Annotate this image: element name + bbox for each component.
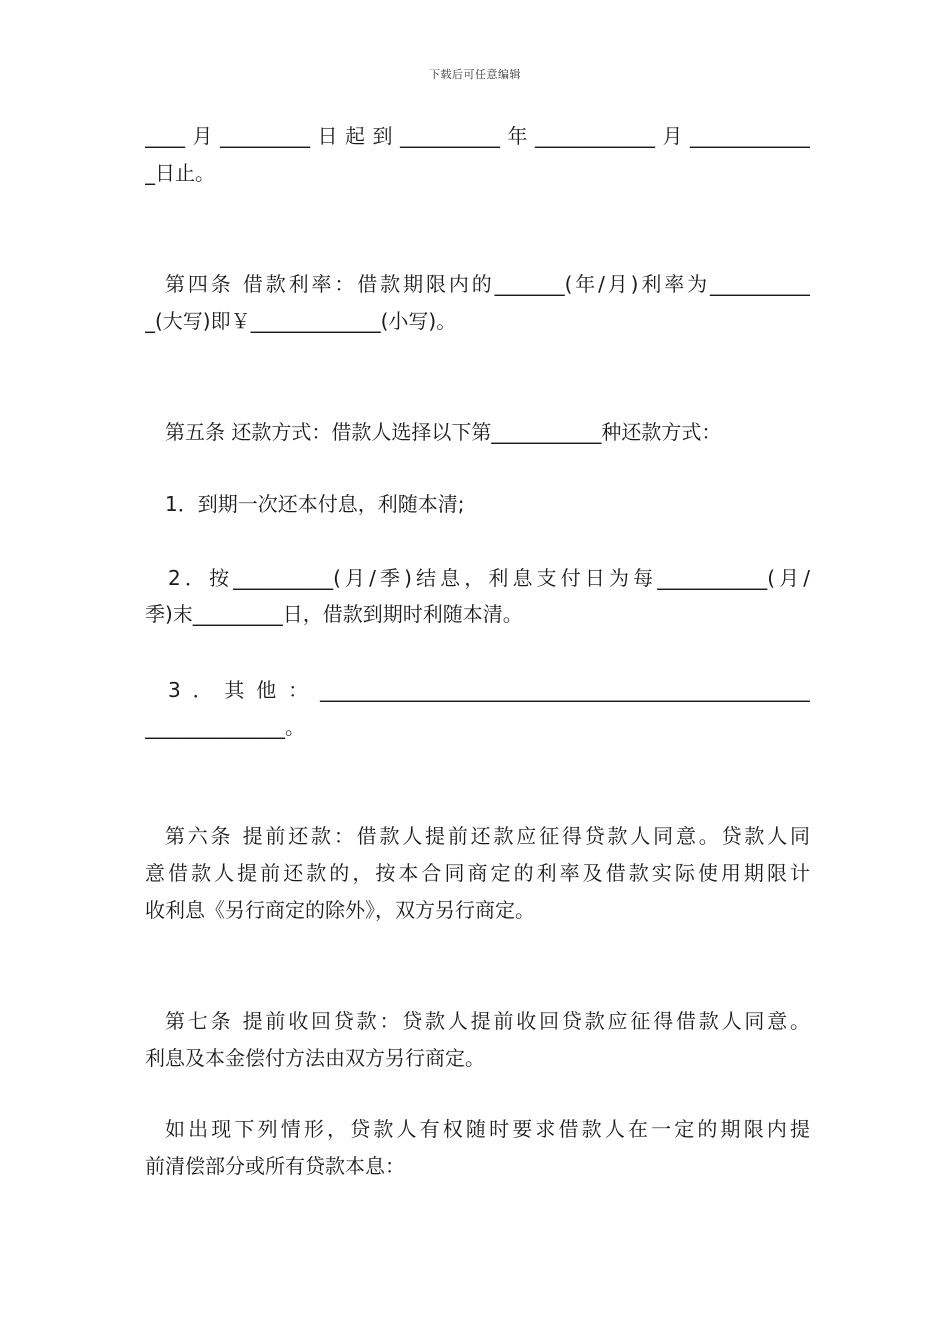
article-6-line-3: 收利息《另行商定的除外》，双方另行商定。	[145, 898, 535, 922]
article-4-line-1: 第四条 借款利率：借款期限内的_______(年/月)利率为__________	[165, 272, 810, 296]
option-1-line: 1．到期一次还本付息，利随本清;	[165, 492, 465, 516]
article-7-line-1: 第七条 提前收回贷款：贷款人提前收回贷款应征得借款人同意。	[165, 1009, 810, 1033]
conditions-line-2: 前清偿部分或所有贷款本息：	[145, 1154, 405, 1178]
term-period-line-2: _日止。	[145, 161, 215, 185]
article-7-line-2: 利息及本金偿付方法由双方另行商定。	[145, 1046, 485, 1070]
option-2-line-2: 季)末_________日，借款到期时利随本清。	[145, 602, 523, 626]
article-5-line: 第五条 还款方式：借款人选择以下第___________种还款方式：	[165, 420, 722, 444]
article-4-line-2: _(大写)即￥_____________(小写)。	[145, 309, 457, 333]
option-3-line-2: ______________。	[145, 715, 305, 739]
conditions-line-1: 如出现下列情形，贷款人有权随时要求借款人在一定的期限内提	[165, 1117, 810, 1141]
article-6-line-2: 意借款人提前还款的，按本合同商定的利率及借款实际使用期限计	[145, 861, 810, 885]
option-3-line-1: 3．其他：_________________________________________________	[168, 678, 810, 702]
term-period-line-1: ____月_________日起到__________年____________月____________	[145, 124, 810, 148]
page-header: 下载后可任意编辑	[429, 68, 521, 81]
option-2-line-1: 2．按__________(月/季)结息，利息支付日为每___________(月/	[168, 566, 810, 590]
article-6-line-1: 第六条 提前还款：借款人提前还款应征得贷款人同意。贷款人同	[165, 824, 810, 848]
